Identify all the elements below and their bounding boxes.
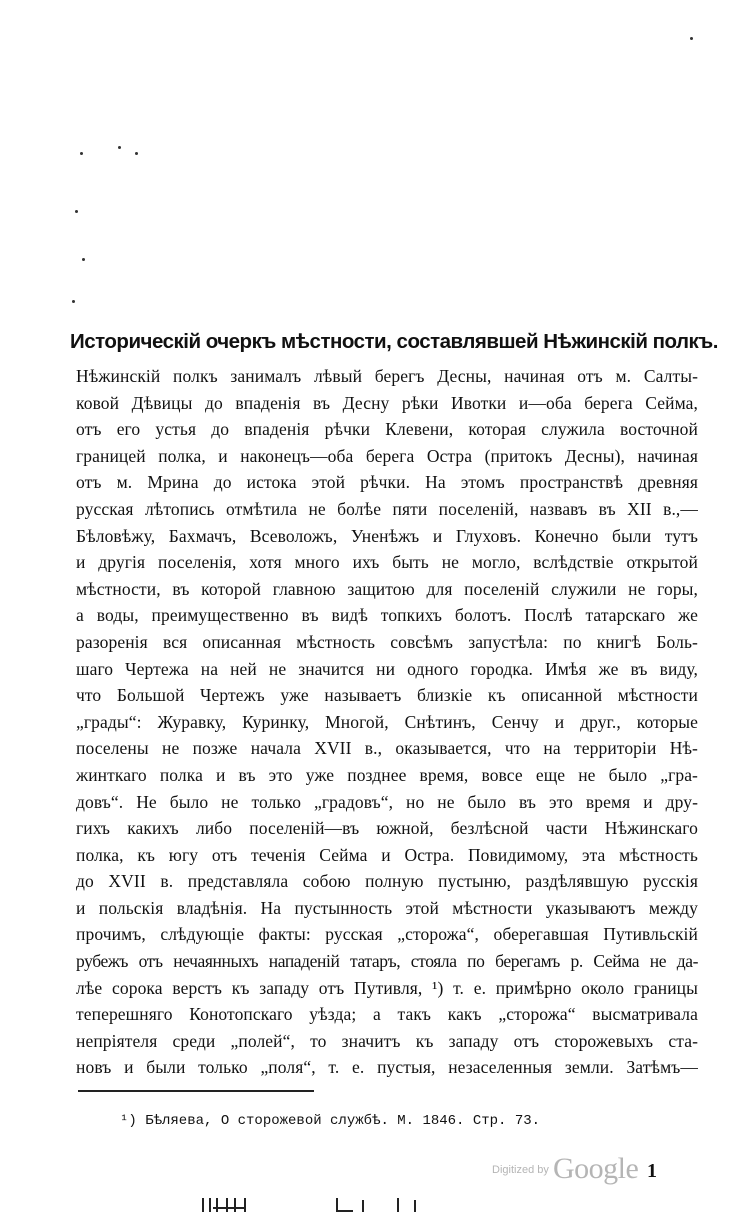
google-logo: Google <box>553 1152 639 1185</box>
text-line: до XVII в. представляла собою полную пустыню, раздѣлявшую русскія <box>76 871 698 892</box>
text-line: отъ м. Мрина до истока этой рѣчки. На этомъ пространствѣ древняя <box>76 472 698 493</box>
page-title: Историческій очеркъ мѣстности, составлявшей Нѣжинскій полкъ. <box>70 330 718 353</box>
text-line: довъ“. Не было не только „градовъ“, но не было въ это время и дру- <box>76 791 698 812</box>
scan-speck <box>72 300 75 303</box>
scan-speck <box>75 210 78 213</box>
text-line: жинткаго полка и въ это уже позднее время, вовсе еще не было „гра- <box>76 764 698 785</box>
text-line: мѣстности, въ которой главною защитою для поселеній служили не горы, <box>76 578 698 599</box>
scan-speck <box>690 37 693 40</box>
text-line: прочимъ, слѣдующіе факты: русская „сторожа“, оберегавшая Путивльскій <box>76 924 698 945</box>
text-line: границей полка, и наконецъ—оба берега Остра (притокъ Десны), начиная <box>76 445 698 466</box>
text-line: полка, къ югу отъ теченія Сейма и Остра. Повидимому, эта мѣстность <box>76 844 698 865</box>
scan-speck <box>135 152 138 155</box>
text-line: лѣе сорока верстъ къ западу отъ Путивля, ¹) т. е. примѣрно около границы <box>76 977 698 998</box>
text-line: новъ и были только „поля“, т. е. пустыя, незаселенныя земли. Затѣмъ— <box>76 1057 698 1078</box>
scan-speck <box>82 258 85 261</box>
scan-speck <box>80 152 83 155</box>
text-line: шаго Чертежа на ней не значится ни одного городка. Имѣя же въ виду, <box>76 658 698 679</box>
text-line: и польскія владѣнія. На пустынность этой мѣстности указываютъ между <box>76 897 698 918</box>
text-line: теперешняго Конотопскаго уѣзда; а такъ какъ „сторожа“ высматривала <box>76 1004 698 1025</box>
text-line: непріятеля среди „полей“, то значитъ къ западу отъ сторожевыхъ ста- <box>76 1030 698 1051</box>
text-line: поселены не позже начала XVII в., оказывается, что на территоріи Нѣ- <box>76 738 698 759</box>
text-line: разоренія вся описанная мѣстность совсѣмъ запустѣла: по книгѣ Боль- <box>76 631 698 652</box>
text-line: Нѣжинскій полкъ занималъ лѣвый берегъ Десны, начиная отъ м. Салты- <box>76 366 698 386</box>
text-line: гихъ какихъ либо поселеній—въ южной, безлѣсной части Нѣжинскаго <box>76 818 698 839</box>
text-line: ковой Дѣвицы до впаденія въ Десну рѣки Ивотки и—оба берега Сейма, <box>76 392 698 413</box>
text-line: рубежъ отъ нечаянныхъ нападеній татаръ, стояла по берегамъ р. Сейма не да- <box>76 951 698 972</box>
text-line: отъ его устья до впаденія рѣчки Клевени, которая служила восточной <box>76 419 698 440</box>
footnote: ¹) Бѣляева, О сторожевой службѣ. М. 1846. Стр. 73. <box>120 1113 541 1129</box>
scan-speck <box>118 146 121 149</box>
scan-edge-marks <box>195 1196 425 1214</box>
text-line: что Большой Чертежъ уже называетъ близкіе къ описанной мѣстности <box>76 685 698 706</box>
text-line: а воды, преимущественно въ видѣ топкихъ болотъ. Послѣ татарскаго же <box>76 605 698 626</box>
text-line: русская лѣтопись отмѣтила не болѣе пяти поселеній, назвавъ въ XII в.,— <box>76 498 698 519</box>
footnote-divider <box>78 1090 314 1092</box>
page-number: 1 <box>647 1160 657 1182</box>
text-line: „грады“: Журавку, Куринку, Многой, Снѣтинъ, Сенчу и друг., которые <box>76 711 698 732</box>
body-text <box>76 363 698 1081</box>
text-line: Бѣловѣжу, Бахмачъ, Всеволожъ, Уненѣжъ и Глуховъ. Конечно были тутъ <box>76 525 698 546</box>
digitized-by-label: Digitized by <box>492 1164 549 1176</box>
text-line: и другія поселенія, хотя много ихъ быть не могло, вслѣдствіе открытой <box>76 552 698 573</box>
